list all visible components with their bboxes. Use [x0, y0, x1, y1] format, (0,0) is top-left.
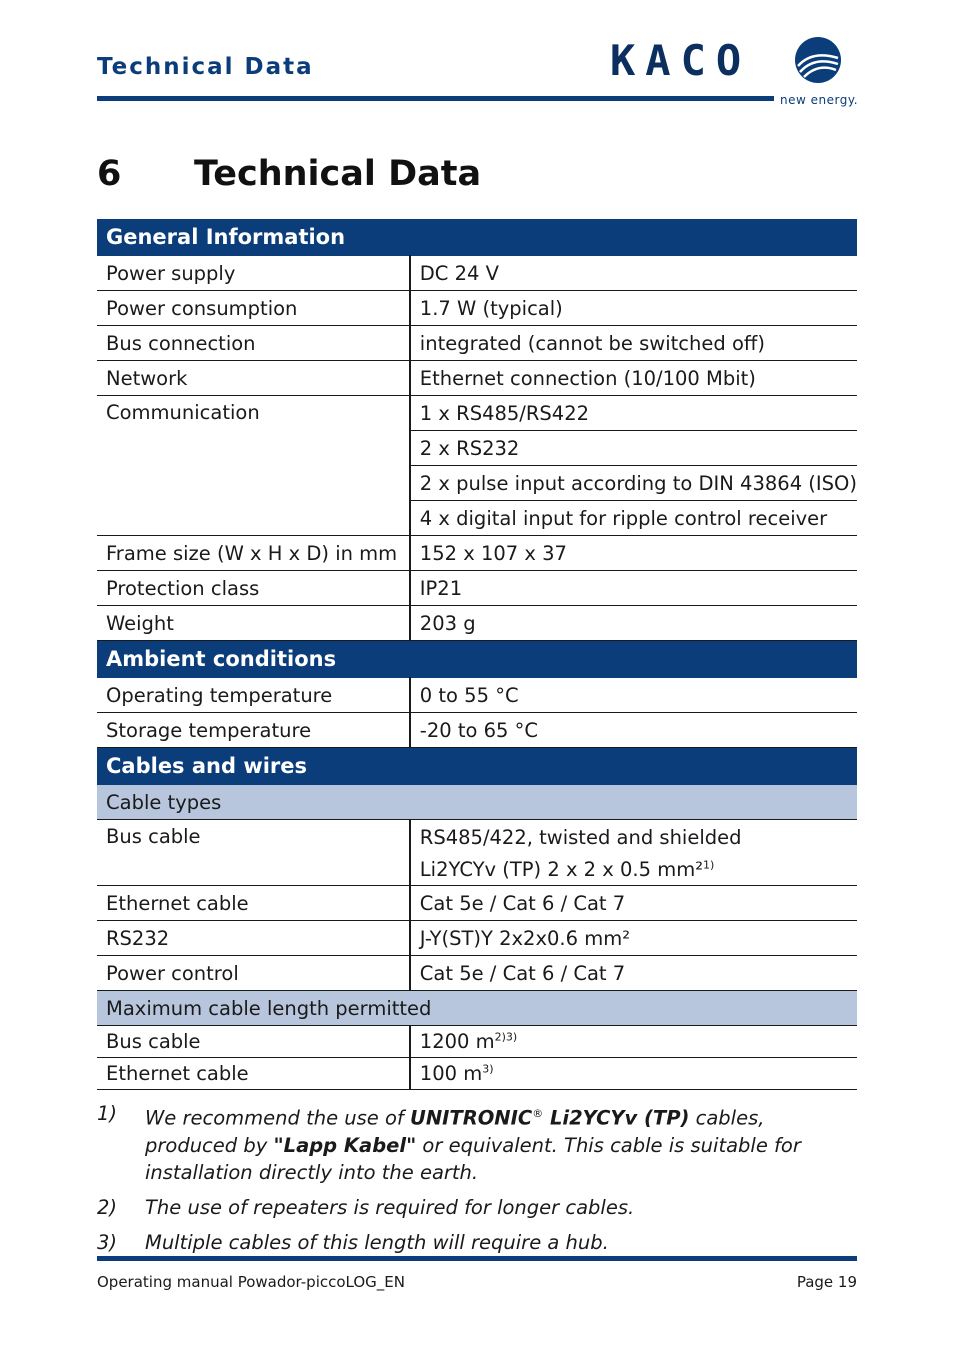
header-title: Technical Data — [97, 54, 314, 80]
table-row — [97, 396, 857, 431]
footer-page-number: Page 19 — [796, 1273, 857, 1291]
table-row — [97, 326, 857, 361]
footnote-text: The use of repeaters is required for longer cables. — [145, 1195, 635, 1219]
registered-mark: ® — [532, 1107, 544, 1120]
logo-tagline: new energy. — [780, 93, 859, 107]
footnote-text — [145, 1100, 857, 1186]
row-label: Protection class — [97, 571, 410, 606]
chapter-heading — [97, 154, 481, 194]
footnote-1 — [97, 1100, 857, 1186]
row-value: Ethernet connection (10/100 Mbit) — [410, 361, 857, 396]
row-label: Power control — [97, 956, 410, 991]
row-label: Network — [97, 361, 410, 396]
row-value: 152 x 107 x 37 — [410, 536, 857, 571]
section-header: Ambient conditions — [97, 641, 857, 678]
row-value: -20 to 65 °C — [410, 713, 857, 748]
row-label: Ethernet cable — [97, 886, 410, 921]
row-label: Power consumption — [97, 291, 410, 326]
table-row — [97, 571, 857, 606]
kaco-logo — [610, 36, 860, 110]
section-header: Cables and wires — [97, 748, 857, 785]
row-label: Bus cable — [97, 1026, 410, 1058]
section-header-row — [97, 641, 857, 678]
row-value — [410, 1058, 857, 1090]
length-value: 100 m — [419, 1062, 483, 1085]
technical-data-table — [97, 219, 857, 1090]
table-row — [97, 1058, 857, 1090]
row-value: 1 x RS485/RS422 — [410, 396, 857, 431]
table-row — [97, 291, 857, 326]
footnote-cable-name: Li2YCYv (TP) — [543, 1106, 690, 1130]
footnote-text-part: cables, produced by — [145, 1106, 765, 1157]
subsection-header-row — [97, 785, 857, 820]
footnote-ref: 1) — [703, 858, 715, 872]
row-label: Power supply — [97, 256, 410, 291]
section-header-row — [97, 748, 857, 785]
logo-wordmark: KACO — [610, 36, 752, 85]
row-value: 0 to 55 °C — [410, 678, 857, 713]
footnote-ref: 3) — [482, 1062, 494, 1076]
row-label: Weight — [97, 606, 410, 641]
row-label: Communication — [97, 396, 410, 536]
row-value: 203 g — [410, 606, 857, 641]
row-label: Storage temperature — [97, 713, 410, 748]
row-value: integrated (cannot be switched off) — [410, 326, 857, 361]
table-row — [97, 1026, 857, 1058]
chapter-title: Technical Data — [194, 154, 482, 194]
row-label: Bus connection — [97, 326, 410, 361]
row-value — [410, 854, 857, 886]
footnote-text: Multiple cables of this length will require a hub. — [145, 1230, 609, 1254]
subsection-header-row — [97, 991, 857, 1026]
footnote-3 — [97, 1229, 857, 1256]
bus-cable-spec: Li2YCYv (TP) 2 x 2 x 0.5 mm² — [419, 858, 704, 881]
table-row — [97, 956, 857, 991]
footnote-manufacturer: "Lapp Kabel" — [273, 1133, 417, 1157]
footnote-number: 2) — [97, 1195, 118, 1219]
table-row — [97, 678, 857, 713]
table-row — [97, 713, 857, 748]
row-value: RS485/422, twisted and shielded — [419, 825, 742, 849]
footnotes — [97, 1100, 857, 1264]
footnote-number: 3) — [97, 1230, 118, 1254]
footnote-text-part: We recommend the use of — [145, 1106, 410, 1130]
logo-wave-icon — [794, 36, 842, 84]
row-value: 2 x pulse input according to DIN 43864 (ISO) — [410, 466, 857, 501]
row-value: 1.7 W (typical) — [410, 291, 857, 326]
row-label: RS232 — [97, 921, 410, 956]
footer-manual-title: Operating manual Powador-piccoLOG_EN — [97, 1273, 405, 1291]
row-value — [410, 1026, 857, 1058]
footnote-brand: UNITRONIC — [409, 1106, 533, 1130]
row-value: 4 x digital input for ripple control receiver — [410, 501, 857, 536]
footnote-text-part: or equivalent. This cable is suitable for installation directly into the earth. — [145, 1133, 801, 1184]
row-value: Cat 5e / Cat 6 / Cat 7 — [410, 886, 857, 921]
row-value: 2 x RS232 — [410, 431, 857, 466]
table-row — [97, 536, 857, 571]
row-label: Ethernet cable — [97, 1058, 410, 1090]
chapter-number: 6 — [97, 154, 122, 194]
table-row — [97, 820, 857, 855]
row-value: IP21 — [410, 571, 857, 606]
row-label: Frame size (W x H x D) in mm — [97, 536, 410, 571]
table-row — [97, 921, 857, 956]
table-row — [97, 606, 857, 641]
row-label: Bus cable — [97, 820, 410, 886]
row-value: Cat 5e / Cat 6 / Cat 7 — [410, 956, 857, 991]
row-value: J-Y(ST)Y 2x2x0.6 mm² — [410, 921, 857, 956]
subsection-header: Maximum cable length permitted — [97, 991, 857, 1026]
table-row — [97, 361, 857, 396]
footer-rule — [97, 1256, 857, 1261]
section-header: General Information — [97, 219, 857, 256]
footnote-2 — [97, 1194, 857, 1221]
row-value: DC 24 V — [410, 256, 857, 291]
subsection-header: Cable types — [97, 785, 857, 820]
footnote-ref: 2)3) — [494, 1030, 518, 1044]
footnote-number: 1) — [97, 1102, 118, 1125]
section-header-row — [97, 219, 857, 256]
table-row — [97, 886, 857, 921]
length-value: 1200 m — [419, 1030, 495, 1053]
table-row — [97, 256, 857, 291]
row-label: Operating temperature — [97, 678, 410, 713]
